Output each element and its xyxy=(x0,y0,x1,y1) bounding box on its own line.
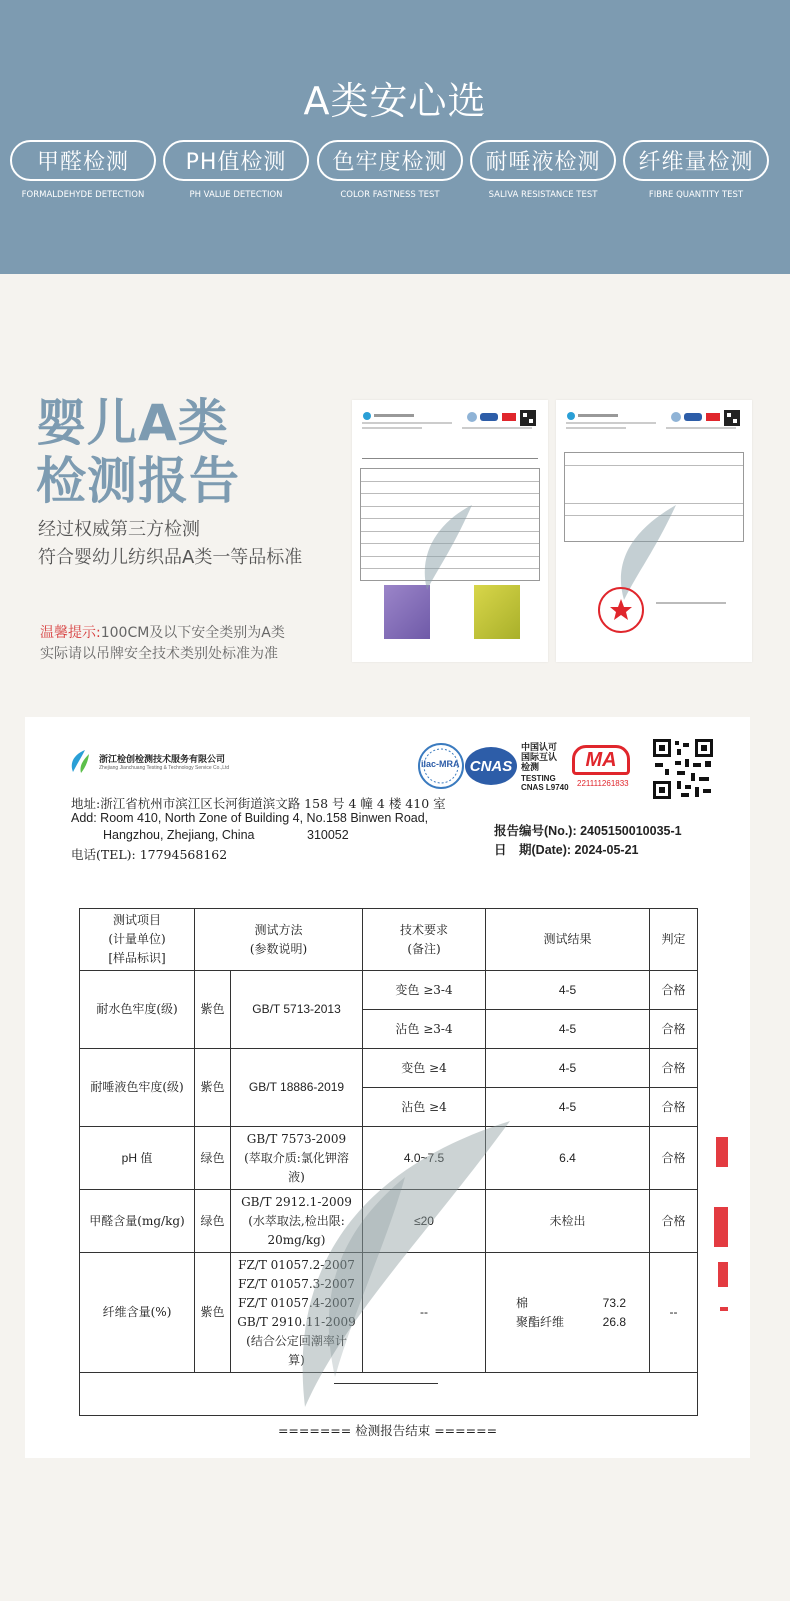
saliva-test-caption: SALIVA RESISTANCE TEST xyxy=(488,190,598,200)
color-fastness-test-pill: 色牢度检测 xyxy=(317,140,463,181)
cnas-logo-text: CNAS xyxy=(469,757,513,775)
cell-requirement: 变色 ≥4 xyxy=(363,1049,486,1088)
table-row xyxy=(80,971,698,1010)
report-thumbnail-2[interactable] xyxy=(556,400,752,662)
cell-method: GB/T 2912.1-2009 (水萃取法,检出限: 20mg/kg) xyxy=(231,1190,363,1253)
cell-sample-color: 绿色 xyxy=(195,1127,231,1190)
ph-test-pill: PH值检测 xyxy=(163,140,309,181)
color-fastness-test-caption: COLOR FASTNESS TEST xyxy=(340,190,440,200)
cell-method: GB/T 5713-2013 xyxy=(231,971,363,1049)
cell-verdict: 合格 xyxy=(650,1088,698,1127)
cell-result: 6.4 xyxy=(486,1127,650,1190)
tip-line-1: 100CM及以下安全类别为A类 xyxy=(100,625,285,641)
cell-method: FZ/T 01057.2-2007 FZ/T 01057.3-2007 FZ/T 01057.4-2007 GB/T 2910.11-2009 (结合公定回潮率计 算) xyxy=(231,1253,363,1373)
cell-item: 耐水色牢度(级) xyxy=(80,971,195,1049)
cell-result: 4-5 xyxy=(486,1010,650,1049)
table-row xyxy=(80,1049,698,1088)
report-date: 日 期(Date): 2024-05-21 xyxy=(494,843,639,857)
cell-method: GB/T 7573-2009 (萃取介质:氯化钾溶 液) xyxy=(231,1127,363,1190)
cell-requirement: -- xyxy=(363,1253,486,1373)
cell-verdict: 合格 xyxy=(650,1010,698,1049)
cell-verdict: 合格 xyxy=(650,1127,698,1190)
cell-requirement: 沾色 ≥4 xyxy=(363,1088,486,1127)
intro-title-line2: 检测报告 xyxy=(36,452,240,510)
address-cn: 地址:浙江省杭州市滨江区长河街道滨文路 158 号 4 幢 4 楼 410 室 xyxy=(71,796,446,811)
cell-sample-color: 绿色 xyxy=(195,1190,231,1253)
table-row xyxy=(80,1253,698,1373)
cma-logo-text: MA xyxy=(585,748,617,771)
table-row xyxy=(80,1190,698,1253)
header-item: 测试项目 (计量单位) [样品标识] xyxy=(80,909,195,971)
thumb2-red-seal xyxy=(596,585,646,635)
cnas-logo xyxy=(465,747,517,785)
cell-verdict: 合格 xyxy=(650,971,698,1010)
report-thumbnail-1[interactable] xyxy=(352,400,548,662)
table-row xyxy=(80,1127,698,1190)
org-logo-icon xyxy=(67,748,93,774)
address-en-line1: Add: Room 410, North Zone of Building 4, No.158 Binwen Road, xyxy=(71,811,429,825)
banner-title: A类安心选 xyxy=(303,79,487,123)
intro-subtitle-1: 经过权威第三方检测 xyxy=(38,519,200,540)
cell-item: 纤维含量(%) xyxy=(80,1253,195,1373)
cell-result: 未检出 xyxy=(486,1190,650,1253)
postcode: 310052 xyxy=(307,828,349,842)
cell-requirement: 4.0~7.5 xyxy=(363,1127,486,1190)
telephone: 电话(TEL): 17794568162 xyxy=(71,847,228,862)
cnas-number: CNAS L9740 xyxy=(521,783,569,792)
thumb1-header-graphic xyxy=(362,410,538,436)
saliva-test-pill: 耐唾液检测 xyxy=(470,140,616,181)
cell-item: 甲醛含量(mg/kg) xyxy=(80,1190,195,1253)
cma-number: 221111261833 xyxy=(577,779,629,788)
table-row-empty xyxy=(80,1373,698,1416)
cell-verdict: 合格 xyxy=(650,1049,698,1088)
top-banner xyxy=(0,0,790,274)
fibre-test-caption: FIBRE QUANTITY TEST xyxy=(648,190,744,200)
header-result: 测试结果 xyxy=(486,909,650,971)
formaldehyde-test-caption: FORMALDEHYDE DETECTION xyxy=(21,190,145,200)
cell-result: 4-5 xyxy=(486,1088,650,1127)
intro-title-line1: 婴儿A类 xyxy=(36,394,229,452)
thumb1-watermark-leaf xyxy=(412,500,482,600)
cell-requirement: ≤20 xyxy=(363,1190,486,1253)
ilac-mra-label: ilac-MRA xyxy=(421,759,460,769)
cell-verdict: -- xyxy=(650,1253,698,1373)
thumb2-signature-line xyxy=(656,602,726,604)
test-results-table xyxy=(79,908,698,1416)
tip-block xyxy=(40,623,340,665)
header-verdict: 判定 xyxy=(650,909,698,971)
test-report xyxy=(25,717,750,1458)
cell-sample-color: 紫色 xyxy=(195,1253,231,1373)
cma-logo xyxy=(572,745,630,775)
cell-sample-color: 紫色 xyxy=(195,971,231,1049)
ph-test-caption: PH VALUE DETECTION xyxy=(189,190,283,200)
cell-result: 4-5 xyxy=(486,1049,650,1088)
cnas-cn-2: 国际互认 xyxy=(521,753,558,763)
header-requirement: 技术要求 (备注) xyxy=(363,909,486,971)
table-header-row xyxy=(80,909,698,971)
intro-subtitle-2: 符合婴幼儿纺织品A类一等品标准 xyxy=(38,547,303,568)
cell-result: 4-5 xyxy=(486,971,650,1010)
cell-item: 耐唾液色牢度(级) xyxy=(80,1049,195,1127)
cell-requirement: 沾色 ≥3-4 xyxy=(363,1010,486,1049)
end-underline xyxy=(334,1383,438,1384)
qr-code[interactable] xyxy=(651,737,715,801)
report-end-marker: ======= 检测报告结束 ====== xyxy=(277,1423,498,1438)
org-name-cn: 浙江检创检测技术服务有限公司 xyxy=(99,755,226,765)
thumb2-header-graphic xyxy=(566,410,742,436)
cell-result: 棉 73.2 聚酯纤维 26.8 xyxy=(486,1253,650,1373)
cell-item: pH 值 xyxy=(80,1127,195,1190)
fibre-test-pill: 纤维量检测 xyxy=(623,140,769,181)
tip-label: 温馨提示: xyxy=(40,625,101,641)
cell-sample-color: 紫色 xyxy=(195,1049,231,1127)
address-en-line2: Hangzhou, Zhejiang, China xyxy=(103,828,255,842)
cnas-cn-3: 检测 xyxy=(521,763,540,773)
report-number: 报告编号(No.): 2405150010035-1 xyxy=(494,824,682,838)
header-method: 测试方法 (参数说明) xyxy=(195,909,363,971)
formaldehyde-test-pill: 甲醛检测 xyxy=(10,140,156,181)
red-stamp-edge xyxy=(712,1137,730,1327)
thumb1-rule xyxy=(362,458,538,459)
cnas-testing: TESTING xyxy=(521,774,556,783)
tip-line-2: 实际请以吊牌安全技术类别处标准为准 xyxy=(40,646,278,662)
cell-verdict: 合格 xyxy=(650,1190,698,1253)
org-name-en: Zhejiang Jianchuang Testing & Technology Service Co.,Ltd xyxy=(99,765,230,771)
cell-method: GB/T 18886-2019 xyxy=(231,1049,363,1127)
cell-requirement: 变色 ≥3-4 xyxy=(363,971,486,1010)
cnas-cn-1: 中国认可 xyxy=(521,743,558,753)
